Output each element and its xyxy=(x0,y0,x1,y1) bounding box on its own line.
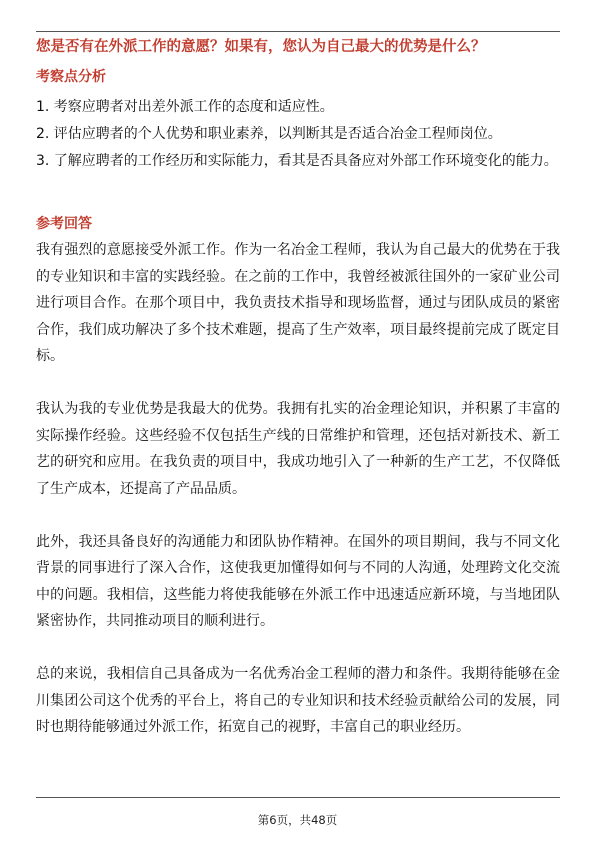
analysis-point: 1. 考察应聘者对出差外派工作的态度和适应性。 xyxy=(36,99,334,115)
analysis-point: 3. 了解应聘者的工作经历和实际能力，看其是否具备应对外部工作环境变化的能力。 xyxy=(36,153,558,169)
page-number: 第6页，共48页 xyxy=(257,813,338,827)
analysis-point: 2. 评估应聘者的个人优势和职业素养，以判断其是否适合冶金工程师岗位。 xyxy=(36,126,502,142)
analysis-heading: 考察点分析 xyxy=(36,69,106,85)
top-rule xyxy=(36,31,560,32)
answer-paragraph: 我认为我的专业优势是我最大的优势。我拥有扎实的冶金理论知识，并积累了丰富的实际操作经验。这些经验不仅包括生产线的日常维护和管理，还包括对新技术、新工艺的研究和应用。在我负责的项目中，我成功地引入了一种新的生产工艺，不仅降低了生产成本，还提高了产品品质。 xyxy=(36,401,560,497)
answer-paragraph: 此外，我还具备良好的沟通能力和团队协作精神。在国外的项目期间，我与不同文化背景的同事进行了深入合作，这使我更加懂得如何与不同的人沟通，处理跨文化交流中的问题。我相信，这些能力将使我能够在外派工作中迅速适应新环境，与当地团队紧密协作，共同推动项目的顺利进行。 xyxy=(36,533,560,629)
analysis-points xyxy=(36,94,561,175)
reference-answer xyxy=(36,237,560,741)
question-heading: 您是否有在外派工作的意愿？如果有，您认为自己最大的优势是什么？ xyxy=(36,39,486,55)
bottom-rule xyxy=(36,797,560,798)
answer-paragraph: 总的来说，我相信自己具备成为一名优秀冶金工程师的潜力和条件。我期待能够在金川集团公司这个优秀的平台上，将自己的专业知识和技术经验贡献给公司的发展，同时也期待能够通过外派工作，拓宽自己的视野，丰富自己的职业经历。 xyxy=(36,666,560,735)
reference-heading: 参考回答 xyxy=(36,216,92,232)
answer-paragraph: 我有强烈的意愿接受外派工作。作为一名冶金工程师，我认为自己最大的优势在于我的专业知识和丰富的实践经验。在之前的工作中，我曾经被派往国外的一家矿业公司进行项目合作。在那个项目中，我负责技术指导和现场监督，通过与团队成员的紧密合作，我们成功解决了多个技术难题，提高了生产效率，项目最终提前完成了既定目标。 xyxy=(36,242,560,364)
